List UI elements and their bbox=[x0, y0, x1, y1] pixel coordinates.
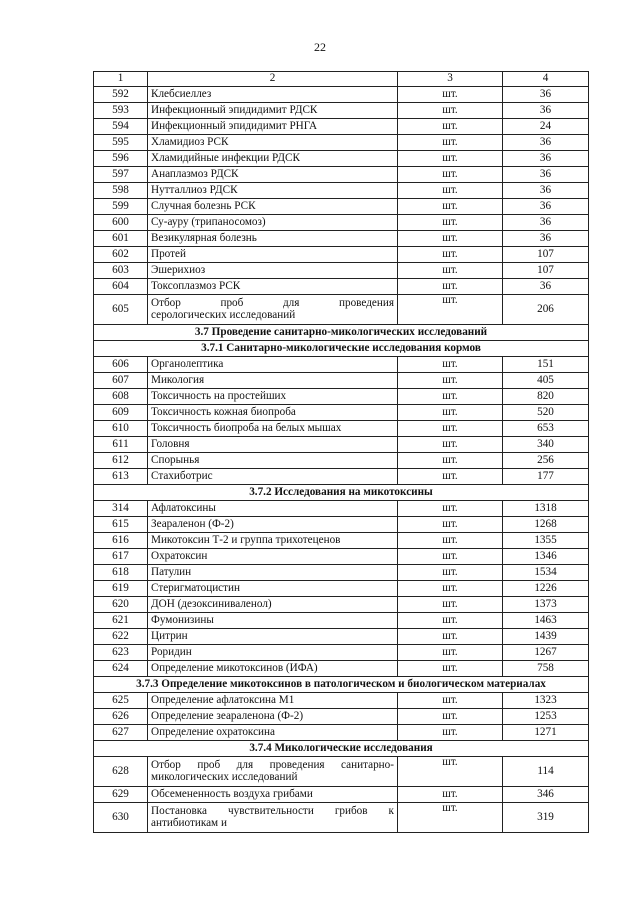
row-name: Стеригматоцистин bbox=[148, 581, 398, 597]
row-unit: шт. bbox=[398, 757, 503, 787]
header-col-2: 2 bbox=[148, 72, 398, 87]
row-unit: шт. bbox=[398, 247, 503, 263]
row-value: 114 bbox=[503, 757, 589, 787]
row-value: 1346 bbox=[503, 549, 589, 565]
row-number: 622 bbox=[94, 629, 148, 645]
table-row bbox=[94, 373, 589, 389]
row-name: Инфекционный эпидидимит РНГА bbox=[148, 119, 398, 135]
row-unit: шт. bbox=[398, 295, 503, 325]
row-unit: шт. bbox=[398, 533, 503, 549]
row-value: 36 bbox=[503, 151, 589, 167]
table-row bbox=[94, 167, 589, 183]
section-title: 3.7 Проведение санитарно-микологических исследований bbox=[94, 325, 589, 341]
row-name: Хламидиоз РСК bbox=[148, 135, 398, 151]
row-unit: шт. bbox=[398, 103, 503, 119]
row-unit: шт. bbox=[398, 215, 503, 231]
row-unit: шт. bbox=[398, 469, 503, 485]
row-name bbox=[148, 803, 398, 833]
row-name: Органолептика bbox=[148, 357, 398, 373]
row-value: 1463 bbox=[503, 613, 589, 629]
row-unit: шт. bbox=[398, 725, 503, 741]
row-unit: шт. bbox=[398, 231, 503, 247]
row-name: Нутталлиоз РДСК bbox=[148, 183, 398, 199]
table-row bbox=[94, 183, 589, 199]
row-name-line-1: Постановка чувствительности грибов к bbox=[151, 804, 394, 817]
table-row bbox=[94, 119, 589, 135]
row-value: 107 bbox=[503, 263, 589, 279]
row-unit: шт. bbox=[398, 517, 503, 533]
row-unit: шт. bbox=[398, 613, 503, 629]
row-name: Афлатоксины bbox=[148, 501, 398, 517]
row-number: 606 bbox=[94, 357, 148, 373]
table-row bbox=[94, 199, 589, 215]
row-unit: шт. bbox=[398, 405, 503, 421]
row-name bbox=[148, 295, 398, 325]
row-value: 1271 bbox=[503, 725, 589, 741]
table-row bbox=[94, 645, 589, 661]
table-row bbox=[94, 725, 589, 741]
row-unit: шт. bbox=[398, 453, 503, 469]
row-name: Охратоксин bbox=[148, 549, 398, 565]
row-number: 599 bbox=[94, 199, 148, 215]
row-number: 604 bbox=[94, 279, 148, 295]
row-value: 36 bbox=[503, 199, 589, 215]
row-number: 623 bbox=[94, 645, 148, 661]
row-unit: шт. bbox=[398, 437, 503, 453]
row-value: 1439 bbox=[503, 629, 589, 645]
row-value: 206 bbox=[503, 295, 589, 325]
row-name: Патулин bbox=[148, 565, 398, 581]
table-row bbox=[94, 757, 589, 787]
table-row bbox=[94, 405, 589, 421]
row-number: 597 bbox=[94, 167, 148, 183]
table-row bbox=[94, 501, 589, 517]
row-number: 620 bbox=[94, 597, 148, 613]
table-row bbox=[94, 549, 589, 565]
row-unit: шт. bbox=[398, 581, 503, 597]
table-row bbox=[94, 279, 589, 295]
row-number: 629 bbox=[94, 787, 148, 803]
row-unit: шт. bbox=[398, 263, 503, 279]
row-name: Везикулярная болезнь bbox=[148, 231, 398, 247]
row-unit: шт. bbox=[398, 389, 503, 405]
table-row bbox=[94, 453, 589, 469]
row-number: 603 bbox=[94, 263, 148, 279]
row-name: Стахиботрис bbox=[148, 469, 398, 485]
row-number: 592 bbox=[94, 87, 148, 103]
row-name: Эшерихиоз bbox=[148, 263, 398, 279]
table-body bbox=[94, 72, 589, 833]
row-name: Микотоксин Т-2 и группа трихотеценов bbox=[148, 533, 398, 549]
row-value: 653 bbox=[503, 421, 589, 437]
row-unit: шт. bbox=[398, 597, 503, 613]
row-number: 610 bbox=[94, 421, 148, 437]
row-name: Токсичность на простейших bbox=[148, 389, 398, 405]
header-col-1: 1 bbox=[94, 72, 148, 87]
row-name-line-1: Отбор проб для проведения санитарно- bbox=[151, 758, 394, 771]
row-value: 1253 bbox=[503, 709, 589, 725]
table-row bbox=[94, 787, 589, 803]
section-row bbox=[94, 741, 589, 757]
row-value: 1268 bbox=[503, 517, 589, 533]
table-row bbox=[94, 597, 589, 613]
row-unit: шт. bbox=[398, 199, 503, 215]
row-number: 627 bbox=[94, 725, 148, 741]
table-row bbox=[94, 389, 589, 405]
header-col-3: 3 bbox=[398, 72, 503, 87]
table-row bbox=[94, 661, 589, 677]
table-row bbox=[94, 533, 589, 549]
row-number: 616 bbox=[94, 533, 148, 549]
row-value: 340 bbox=[503, 437, 589, 453]
table-row bbox=[94, 357, 589, 373]
row-value: 1318 bbox=[503, 501, 589, 517]
table-row bbox=[94, 215, 589, 231]
row-unit: шт. bbox=[398, 787, 503, 803]
row-unit: шт. bbox=[398, 87, 503, 103]
table-row bbox=[94, 421, 589, 437]
row-name: Зеараленон (Ф-2) bbox=[148, 517, 398, 533]
row-unit: шт. bbox=[398, 549, 503, 565]
row-name: Цитрин bbox=[148, 629, 398, 645]
row-name: Инфекционный эпидидимит РДСК bbox=[148, 103, 398, 119]
row-name: Головня bbox=[148, 437, 398, 453]
row-value: 1323 bbox=[503, 693, 589, 709]
row-number: 612 bbox=[94, 453, 148, 469]
row-number: 593 bbox=[94, 103, 148, 119]
row-name: Спорынья bbox=[148, 453, 398, 469]
row-name: Клебсиеллез bbox=[148, 87, 398, 103]
row-number: 628 bbox=[94, 757, 148, 787]
row-name-line-2: антибиотикам и bbox=[151, 816, 227, 829]
row-name: Определение охратоксина bbox=[148, 725, 398, 741]
row-unit: шт. bbox=[398, 357, 503, 373]
row-number: 624 bbox=[94, 661, 148, 677]
row-number: 630 bbox=[94, 803, 148, 833]
row-value: 1226 bbox=[503, 581, 589, 597]
row-name: Роридин bbox=[148, 645, 398, 661]
row-name-line-2: серологических исследований bbox=[151, 308, 296, 321]
row-value: 107 bbox=[503, 247, 589, 263]
row-value: 405 bbox=[503, 373, 589, 389]
row-unit: шт. bbox=[398, 645, 503, 661]
section-title: 3.7.1 Санитарно-микологические исследования кормов bbox=[94, 341, 589, 357]
row-value: 1355 bbox=[503, 533, 589, 549]
row-name: ДОН (дезоксиниваленол) bbox=[148, 597, 398, 613]
row-number: 598 bbox=[94, 183, 148, 199]
row-value: 36 bbox=[503, 231, 589, 247]
table-row bbox=[94, 437, 589, 453]
row-number: 621 bbox=[94, 613, 148, 629]
row-name: Токсичность кожная биопроба bbox=[148, 405, 398, 421]
row-unit: шт. bbox=[398, 565, 503, 581]
row-unit: шт. bbox=[398, 501, 503, 517]
row-unit: шт. bbox=[398, 693, 503, 709]
row-unit: шт. bbox=[398, 183, 503, 199]
row-name: Определение афлатоксина М1 bbox=[148, 693, 398, 709]
row-unit: шт. bbox=[398, 119, 503, 135]
row-value: 346 bbox=[503, 787, 589, 803]
row-unit: шт. bbox=[398, 629, 503, 645]
row-value: 319 bbox=[503, 803, 589, 833]
table-row bbox=[94, 263, 589, 279]
row-value: 520 bbox=[503, 405, 589, 421]
row-unit: шт. bbox=[398, 709, 503, 725]
row-name: Случная болезнь РСК bbox=[148, 199, 398, 215]
table-row bbox=[94, 803, 589, 833]
row-unit: шт. bbox=[398, 373, 503, 389]
row-name: Микология bbox=[148, 373, 398, 389]
table-row bbox=[94, 469, 589, 485]
row-value: 820 bbox=[503, 389, 589, 405]
row-name: Хламидийные инфекции РДСК bbox=[148, 151, 398, 167]
row-number: 625 bbox=[94, 693, 148, 709]
row-name: Определение микотоксинов (ИФА) bbox=[148, 661, 398, 677]
table-row bbox=[94, 295, 589, 325]
row-number: 619 bbox=[94, 581, 148, 597]
row-name-line-1: Отбор проб для проведения bbox=[151, 296, 394, 309]
row-unit: шт. bbox=[398, 279, 503, 295]
row-number: 608 bbox=[94, 389, 148, 405]
table-row bbox=[94, 693, 589, 709]
row-number: 594 bbox=[94, 119, 148, 135]
row-unit: шт. bbox=[398, 151, 503, 167]
row-unit: шт. bbox=[398, 135, 503, 151]
row-number: 626 bbox=[94, 709, 148, 725]
row-value: 36 bbox=[503, 183, 589, 199]
row-value: 758 bbox=[503, 661, 589, 677]
row-value: 1373 bbox=[503, 597, 589, 613]
row-name: Токсичность биопроба на белых мышах bbox=[148, 421, 398, 437]
row-number: 613 bbox=[94, 469, 148, 485]
row-value: 36 bbox=[503, 167, 589, 183]
row-name: Анаплазмоз РДСК bbox=[148, 167, 398, 183]
row-name: Токсоплазмоз РСК bbox=[148, 279, 398, 295]
row-value: 36 bbox=[503, 87, 589, 103]
row-name: Фумонизины bbox=[148, 613, 398, 629]
section-title: 3.7.2 Исследования на микотоксины bbox=[94, 485, 589, 501]
table-row bbox=[94, 581, 589, 597]
row-name: Определение зеараленона (Ф-2) bbox=[148, 709, 398, 725]
row-name: Обсемененность воздуха грибами bbox=[148, 787, 398, 803]
row-name-line-2: микологических исследований bbox=[151, 770, 298, 783]
row-number: 595 bbox=[94, 135, 148, 151]
row-number: 314 bbox=[94, 501, 148, 517]
section-row bbox=[94, 325, 589, 341]
row-unit: шт. bbox=[398, 661, 503, 677]
row-number: 618 bbox=[94, 565, 148, 581]
section-row bbox=[94, 677, 589, 693]
row-value: 1534 bbox=[503, 565, 589, 581]
row-number: 607 bbox=[94, 373, 148, 389]
row-number: 601 bbox=[94, 231, 148, 247]
row-value: 36 bbox=[503, 279, 589, 295]
row-number: 615 bbox=[94, 517, 148, 533]
row-value: 36 bbox=[503, 103, 589, 119]
row-value: 177 bbox=[503, 469, 589, 485]
row-number: 609 bbox=[94, 405, 148, 421]
price-table bbox=[93, 71, 589, 833]
row-number: 602 bbox=[94, 247, 148, 263]
row-number: 617 bbox=[94, 549, 148, 565]
row-name: Су-ауру (трипаносомоз) bbox=[148, 215, 398, 231]
row-number: 611 bbox=[94, 437, 148, 453]
row-value: 151 bbox=[503, 357, 589, 373]
row-value: 1267 bbox=[503, 645, 589, 661]
row-number: 600 bbox=[94, 215, 148, 231]
section-row bbox=[94, 485, 589, 501]
table-row bbox=[94, 613, 589, 629]
table-row bbox=[94, 103, 589, 119]
table-row bbox=[94, 231, 589, 247]
row-unit: шт. bbox=[398, 167, 503, 183]
row-value: 36 bbox=[503, 135, 589, 151]
table-row bbox=[94, 151, 589, 167]
table-row bbox=[94, 135, 589, 151]
row-name bbox=[148, 757, 398, 787]
table-row bbox=[94, 565, 589, 581]
section-title: 3.7.3 Определение микотоксинов в патологическом и биологическом материалах bbox=[94, 677, 589, 693]
page-number: 22 bbox=[314, 40, 326, 54]
row-unit: шт. bbox=[398, 803, 503, 833]
section-title: 3.7.4 Микологические исследования bbox=[94, 741, 589, 757]
table-row bbox=[94, 709, 589, 725]
row-number: 605 bbox=[94, 295, 148, 325]
table-row bbox=[94, 629, 589, 645]
row-unit: шт. bbox=[398, 421, 503, 437]
row-name: Протей bbox=[148, 247, 398, 263]
row-value: 256 bbox=[503, 453, 589, 469]
table-row bbox=[94, 517, 589, 533]
table-row bbox=[94, 247, 589, 263]
table-row bbox=[94, 87, 589, 103]
section-row bbox=[94, 341, 589, 357]
row-number: 596 bbox=[94, 151, 148, 167]
row-value: 36 bbox=[503, 215, 589, 231]
header-col-4: 4 bbox=[503, 72, 589, 87]
row-value: 24 bbox=[503, 119, 589, 135]
table-header-row bbox=[94, 72, 589, 87]
